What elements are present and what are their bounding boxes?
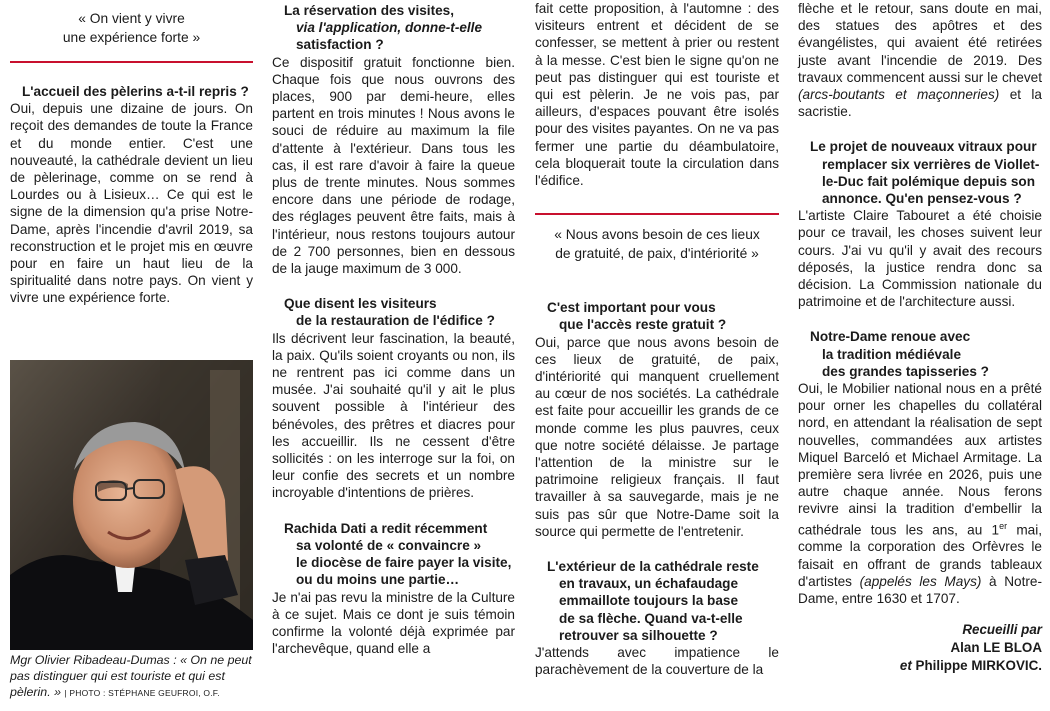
byline: Recueilli par Alan LE BLOA et Philippe MIRKOVIC. bbox=[899, 622, 1042, 674]
answer-paragraph: J'attends avec impatience le parachèvement de la couverture de la bbox=[535, 645, 779, 678]
answer-paragraph: Ils décrivent leur fascination, la beauté, la paix. Qu'ils soient croyants ou non, ils ne rentrent pas ici comme dans un musée. J'ai souhaité qu'il y ait le plus souvent possible à l'intérieur des bénévoles, des prêtres et diacres pour les accueillir. Ils ne cessent d'être sollicités : on les interroge sur la foi, on leur confie des secrets et un nombre incroyable d'intentions de prières. bbox=[272, 330, 515, 501]
photo-caption: Mgr Olivier Ribadeau-Dumas : « On ne peut pas distinguer qui est touriste et qui est pèlerin. » | PHOTO : STÉPHANE GEUFROI, O.F. bbox=[10, 653, 252, 700]
question-heading: Rachida Dati a redit récemment sa volonté de « convaincre » le diocèse de faire payer la visite, ou du moins une partie… bbox=[284, 520, 512, 588]
answer-paragraph: Oui, le Mobilier national nous en a prêté pour orner les chapelles du collatéral nord, en attendant la réalisation de sept nouvelles, commandées aux artistes Miquel Barceló et Michael Armitage. La première sera livrée en 2026, puis une autre chaque année. Nous ferons revivre ainsi la tradition d'embellir la cathédrale tous les ans, au 1er mai, comme la corporation des Orfèvres le faisait en offrant de grands tableaux d'artistes (appelés les Mays) à Notre-Dame, entre 1630 et 1707. bbox=[798, 381, 1043, 607]
question-heading: Que disent les visiteurs de la restauration de l'édifice ? bbox=[284, 296, 495, 329]
answer-paragraph: flèche et le retour, sans doute en mai, des statues des apôtres et des évangélistes, qui avaient été retirées juste avant l'incendie de 2019. Des travaux commencent aussi sur le chevet (arcs-boutants et maçonneries) et la sacristie. bbox=[798, 1, 1042, 120]
red-divider bbox=[10, 61, 253, 63]
answer-paragraph: Oui, parce que nous avons besoin de ces lieux de gratuité, de paix, d'intériorité qui manquent cruellement au cœur de nos sociétés. La cathédrale est faite pour accueillir les grands de ce monde comme les plus pauvres, ceux que notre société délaisse. Je partage l'attention de la ministre sur le patrimoine religieux français. Il faut travailler à sa sauvegarde, mais je ne suis pas sûr que Notre-Dame soit la source qui permette de l'entretenir. bbox=[535, 334, 779, 539]
question-heading: L'extérieur de la cathédrale reste en travaux, un échafaudage emmaillote toujours la base de sa flèche. Quand va-t-elle retrouver sa silhouette ? bbox=[547, 559, 759, 643]
red-divider bbox=[535, 213, 779, 215]
answer-paragraph: L'artiste Claire Tabouret a été choisie pour ce travail, les choses suivent leur cours. J'ai vu qu'il y avait des recours déposés, la justice rendra donc sa décision. La Commission nationale du patrimoine et de l'architecture aussi. bbox=[798, 208, 1042, 310]
answer-paragraph: Ce dispositif gratuit fonctionne bien. Chaque fois que nous ouvrons des places, 900 par demi-heure, elles partent en trois minutes ! Nous avons le souci de réduire au maximum la file d'attente à l'extérieur. Dans tous les cas, il est rare d'avoir à faire la queue plus de trente minutes. Nous sommes encore dans une période de rodage, des réglages peuvent être faits, mais à l'intérieur, nous restons toujours autour de 2 700 personnes, bien en dessous de la jauge maximum de 3 000. bbox=[272, 54, 515, 277]
portrait-photo bbox=[10, 360, 253, 650]
photo-credit: | PHOTO : STÉPHANE GEUFROI, O.F. bbox=[64, 688, 220, 699]
question-heading: C'est important pour vous que l'accès reste gratuit ? bbox=[547, 300, 727, 333]
question-heading: La réservation des visites, via l'application, donne-t-elle satisfaction ? bbox=[284, 3, 483, 53]
portrait-illustration bbox=[10, 360, 253, 650]
pull-quote-middle: « Nous avons besoin de ces lieux de gratuité, de paix, d'intériorité » bbox=[554, 227, 760, 262]
pull-quote-top: « On vient y vivre une expérience forte » bbox=[62, 11, 201, 45]
question-heading: Le projet de nouveaux vitraux pour remplacer six verrières de Viollet- le-Duc fait polémique depuis son annonce. Qu'en pensez-vous ? bbox=[810, 139, 1040, 207]
column-3 bbox=[535, 0, 779, 711]
answer-paragraph: Je n'ai pas revu la ministre de la Culture à ce sujet. Mais ce dont je suis témoin confirme la volonté déjà exprimée par l'archevêque, quand elle a bbox=[272, 589, 515, 657]
column-2 bbox=[272, 0, 515, 711]
question-heading: Notre-Dame renoue avec la tradition médiévale des grandes tapisseries ? bbox=[810, 329, 989, 379]
question-heading: L'accueil des pèlerins a-t-il repris ? bbox=[22, 84, 249, 99]
answer-paragraph: Oui, depuis une dizaine de jours. On reçoit des demandes de toute la France et du monde entier. C'est une nouveauté, la cathédrale devient un lieu de pèlerinage, comme on se rend à Lourdes ou à Lisieux… Ce qui est le signe de la dimension qu'a prise Notre-Dame, après l'incendie d'avril 2019, sa reconstruction et le projet mis en œuvre pour en faire un haut lieu de la spiritualité dans notre pays. On vient y vivre une expérience forte. bbox=[10, 101, 253, 306]
column-4 bbox=[798, 0, 1042, 711]
answer-paragraph: fait cette proposition, à l'automne : des visiteurs entrent et décident de se confesser, se mettent à prier ou restent à la messe. C'est bien le signe qu'on ne peut pas distinguer qui est touriste et qui est pèlerin. Je ne vois pas, par ailleurs, d'espaces pouvant être isolés pour des visites payantes. On ne va pas fermer une partie du déambulatoire, cela bloquerait toute la circulation dans l'édifice. bbox=[535, 1, 779, 189]
